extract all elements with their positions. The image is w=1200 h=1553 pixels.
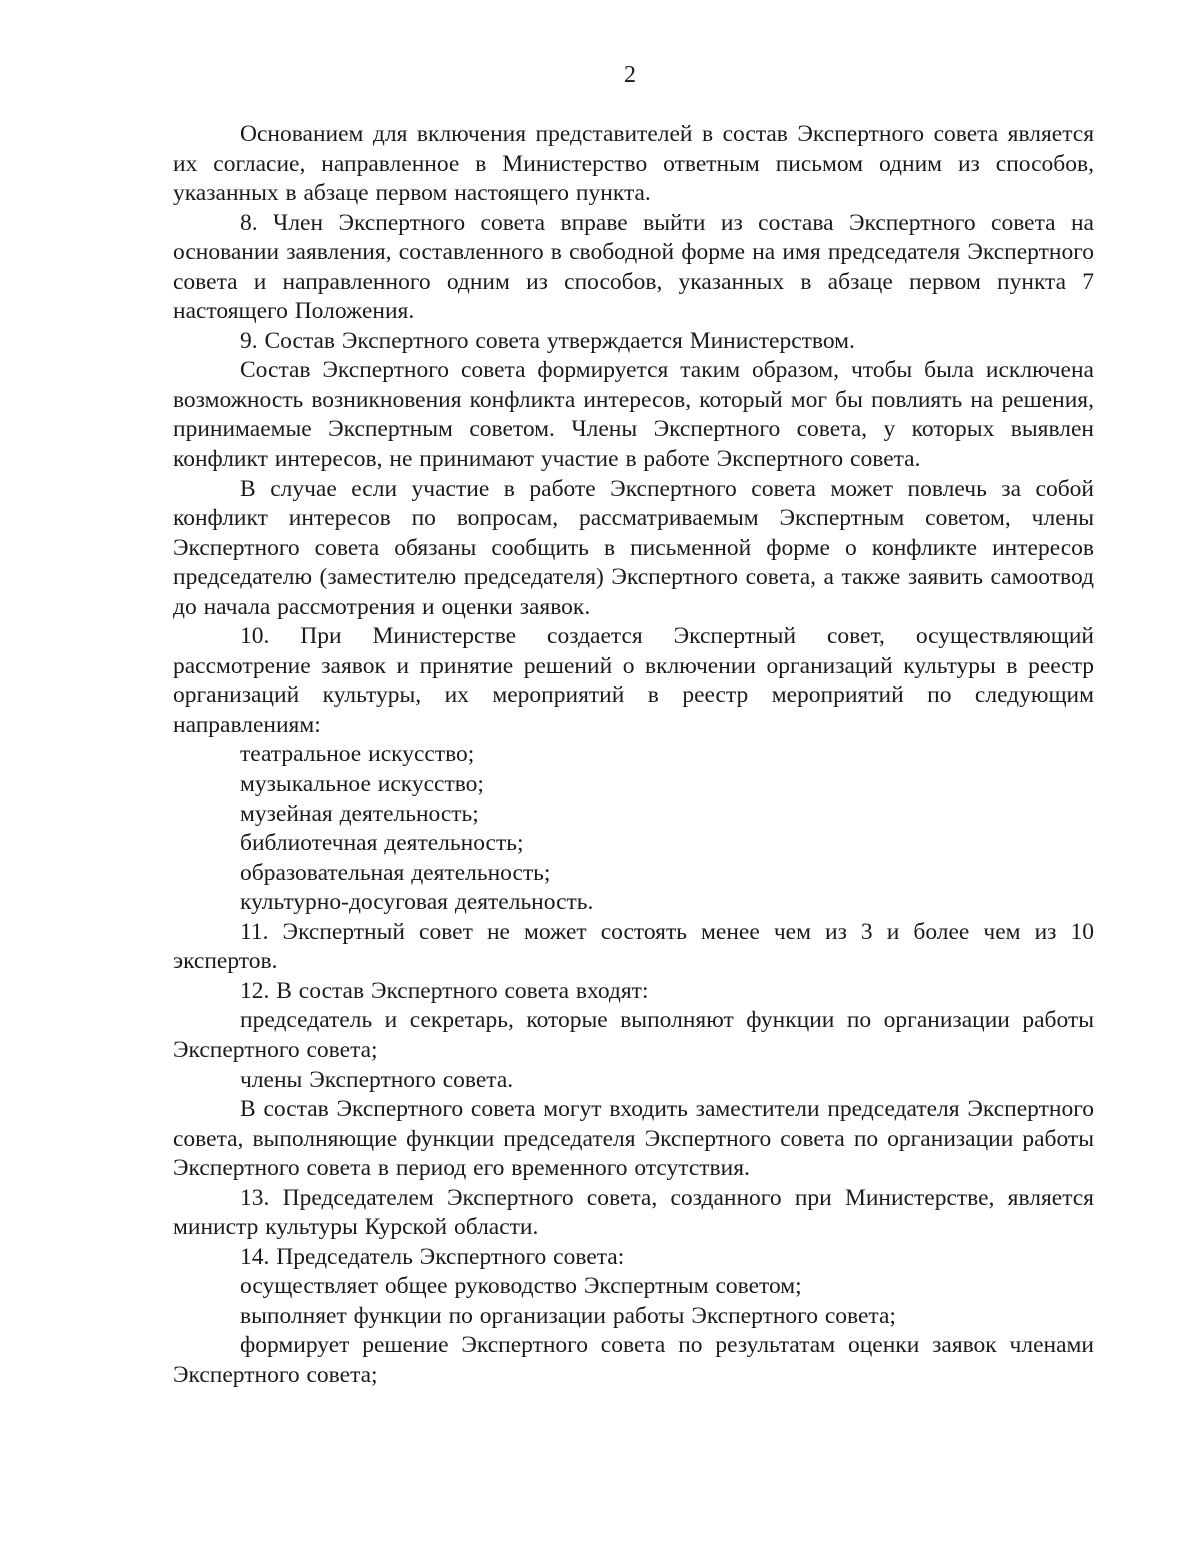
paragraph-item-13: 13. Председателем Экспертного совета, созданного при Министерстве, является министр культуры Курской области.	[173, 1184, 1094, 1241]
page-number: 2	[624, 62, 636, 88]
list-item-organize-work: выполняет функции по организации работы Экспертного совета;	[240, 1302, 896, 1329]
list-item-chair-secretary: председатель и секретарь, которые выполняют функции по организации работы Экспертного совета;	[173, 1007, 1094, 1063]
paragraph-item-9: 9. Состав Экспертного совета утверждается Министерством.	[240, 327, 855, 354]
list-item-museum: музейная деятельность;	[240, 800, 479, 827]
list-item-form-decision: формирует решение Экспертного совета по результатам оценки заявок членами Экспертного совета;	[173, 1332, 1094, 1388]
paragraph-item-12: 12. В состав Экспертного совета входят:	[240, 977, 649, 1004]
document-body	[173, 120, 1094, 1391]
paragraph-conflict-formation: Состав Экспертного совета формируется таким образом, чтобы была исключена возможность возникновения конфликта интересов, который мог бы повлиять на решения, принимаемые Экспертным советом. Члены Экспертного совета, у которых выявлен конфликт интересов, не принимают участие в работе Экспертного совета.	[173, 357, 1094, 473]
paragraph-basis-inclusion: Основанием для включения представителей в состав Экспертного совета является их согласие, направленное в Министерство ответным письмом одним из способов, указанных в абзаце первом настоящего пункта.	[173, 121, 1094, 207]
paragraph-item-10: 10. При Министерстве создается Экспертный совет, осуществляющий рассмотрение заявок и принятие решений о включении организаций культуры в реестр организаций культуры, их мероприятий в реестр мероприятий по следующим направлениям:	[173, 623, 1094, 738]
list-item-leisure: культурно-досуговая деятельность.	[240, 889, 594, 916]
list-item-library: библиотечная деятельность;	[240, 830, 524, 857]
list-item-general-management: осуществляет общее руководство Экспертным советом;	[240, 1273, 802, 1300]
paragraph-item-11: 11. Экспертный совет не может состоять менее чем из 3 и более чем из 10 экспертов.	[173, 918, 1094, 975]
paragraph-item-8: 8. Член Экспертного совета вправе выйти из состава Экспертного совета на основании заявления, составленного в свободной форме на имя председателя Экспертного совета и направленного одним из способов, указанных в абзаце первом пункта 7 настоящего Положения.	[173, 209, 1094, 325]
list-item-music: музыкальное искусство;	[240, 771, 484, 798]
list-item-theatre: театральное искусство;	[240, 741, 475, 768]
paragraph-item-14: 14. Председатель Экспертного совета:	[240, 1243, 625, 1270]
paragraph-conflict-report: В случае если участие в работе Экспертного совета может повлечь за собой конфликт интересов по вопросам, рассматриваемым Экспертным советом, члены Экспертного совета обязаны сообщить в письменной форме о конфликте интересов председателю (заместителю председателя) Экспертного совета, а также заявить самоотвод до начала рассмотрения и оценки заявок.	[173, 475, 1094, 620]
paragraph-deputies: В состав Экспертного совета могут входить заместители председателя Экспертного совета, выполняющие функции председателя Экспертного совета по организации работы Экспертного совета в период его временного отсутствия.	[173, 1096, 1094, 1182]
list-item-education: образовательная деятельность;	[240, 859, 551, 886]
list-item-members: члены Экспертного совета.	[240, 1066, 514, 1093]
